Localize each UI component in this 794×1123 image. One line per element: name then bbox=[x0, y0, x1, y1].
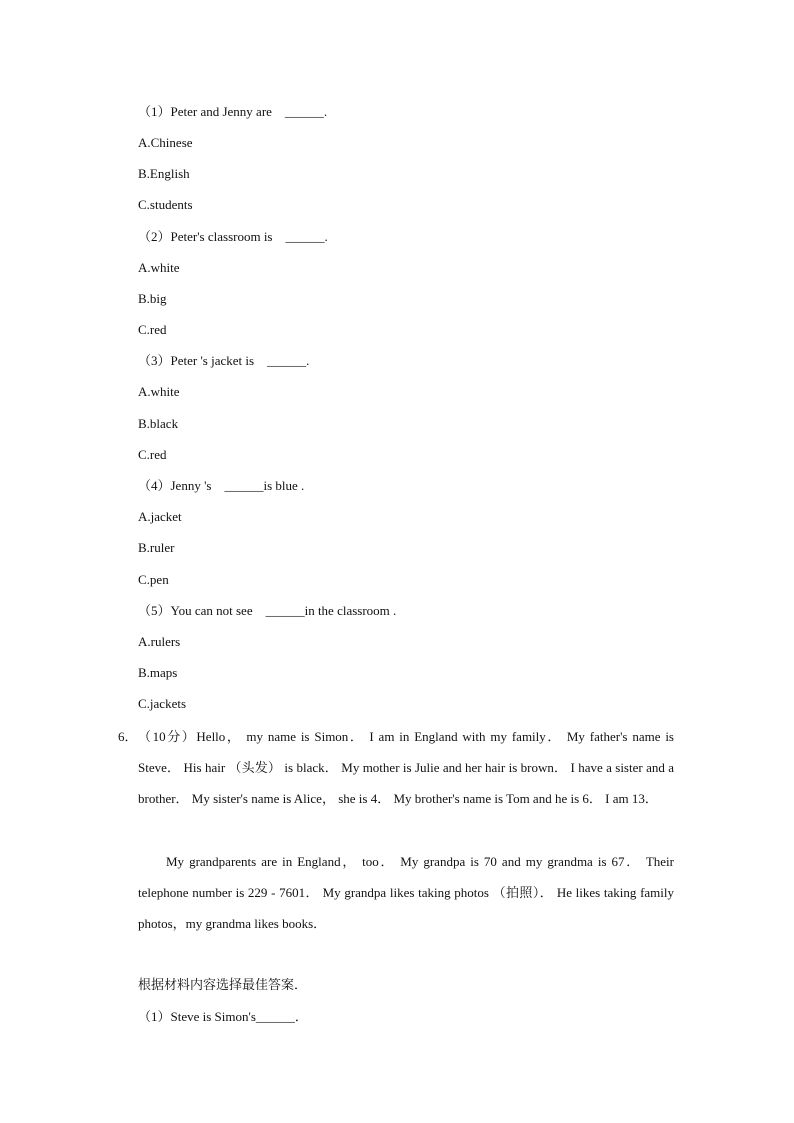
passage-paragraph-2-text: My grandparents are in England， too． My grandpa is 70 and my grandma is 67． Their telephone number is 229 - 7601． My grandpa likes taking photos （拍照）． He likes taking family photos，my grandma likes books． bbox=[138, 854, 674, 931]
instruction: 根据材料内容选择最佳答案． bbox=[138, 977, 308, 992]
question-stem: （3）Peter 's jacket is ______. bbox=[138, 353, 310, 368]
option-a: A.white bbox=[138, 384, 180, 399]
option-a: A.rulers bbox=[138, 634, 181, 649]
option-c: C.pen bbox=[138, 572, 169, 587]
question-number: 6． bbox=[118, 729, 138, 744]
option-a: A.Chinese bbox=[138, 135, 193, 150]
option-c: C.jackets bbox=[138, 696, 187, 711]
option-b: B.black bbox=[138, 416, 179, 431]
passage-paragraph-1: （10分）Hello， my name is Simon． I am in England with my family． My father's name is Steve． His hair （头发） is black． My mother is Julie and her hair is brown． I have a sister and a brother． My sister's name is Alice， she is 4． My brother's name is Tom and he is 6． I am 13． bbox=[138, 729, 674, 806]
question-stem: （2）Peter's classroom is ______. bbox=[138, 229, 328, 244]
option-c: C.red bbox=[138, 447, 167, 462]
option-c: C.students bbox=[138, 197, 193, 212]
question-stem: （4）Jenny 's ______is blue . bbox=[138, 478, 305, 493]
option-c: C.red bbox=[138, 322, 167, 337]
option-b: B.English bbox=[138, 166, 190, 181]
option-b: B.maps bbox=[138, 665, 178, 680]
option-b: B.ruler bbox=[138, 540, 175, 555]
option-b: B.big bbox=[138, 291, 167, 306]
option-a: A.jacket bbox=[138, 509, 182, 524]
question-stem: （5）You can not see ______in the classroom . bbox=[138, 603, 397, 618]
option-a: A.white bbox=[138, 260, 180, 275]
passage-paragraph-2 bbox=[138, 846, 674, 939]
question-stem: （1）Peter and Jenny are ______. bbox=[138, 104, 328, 119]
question-6-1-stem: （1）Steve is Simon's______． bbox=[138, 1009, 308, 1024]
